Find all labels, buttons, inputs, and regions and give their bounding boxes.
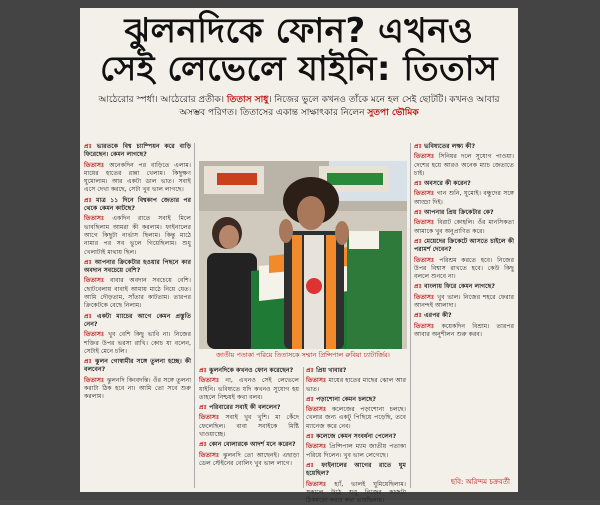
question-label: প্রঃ [306,433,317,441]
question-label: প্রঃ [84,143,97,150]
column-4 [414,143,514,488]
question-label: প্রঃ [414,312,425,320]
answer [414,257,514,282]
intro-paragraph [80,88,518,120]
answer-label: তিতাসঃ [84,161,110,169]
answer-text: খুব বেশি কিছু ভাবি না। নিজের শক্তির উপর ভরসা রাখি। কোচ যা বলেন, সেটাই মেনে চলি। [84,331,191,355]
question [306,462,406,479]
headline-line-2: সেই লেভেলে যাইনি: তিতাস [100,49,498,89]
question [414,180,514,188]
answer-label: তিতাসঃ [306,406,332,414]
question [199,404,299,412]
question-label: প্রঃ [306,395,317,403]
answer [84,377,191,402]
answer-label: তিতাসঃ [84,331,109,339]
answer-text: সিনিয়র দলে সুযোগ পাওয়া। দেশের হয়ে আরও অনেক ম্যাচ জেতাতে চাই। [414,153,514,177]
intro-name: তিতাস সাধু [226,95,269,105]
answer-label: তিতাসঃ [414,293,438,301]
answer [84,215,191,256]
question-label: প্রঃ [84,358,95,366]
question-label: প্রঃ [306,367,317,374]
answer-text: গান শুনি, ঘুমোই। বন্ধুদের সঙ্গে আড্ডা দিই। [414,190,514,206]
answer-text: ঝুলনদি কিংবদন্তি। ওঁর সঙ্গে তুলনা করাটা ঠিক হবে না। আমি তো সবে শুরু করলাম। [84,376,191,401]
photo [199,161,407,349]
answer [84,162,191,195]
answer [199,414,299,439]
question-label: প্রঃ [199,404,210,412]
question [84,313,191,330]
question-text: প্রিয় খাবার? [316,367,347,374]
answer-text: কয়েকদিন বিশ্রাম। তারপর আবার অনুশীলন শুরু করব। [414,322,514,338]
column-2 [199,367,299,488]
question [84,197,191,214]
question-text: আপনার ক্রিকেটার হওয়ার পিছনে কার অবদান সবচেয়ে বেশি? [84,258,191,275]
question [199,367,299,375]
answer-label: তিতাসঃ [84,277,110,285]
question-text: ভবিষ্যতের লক্ষ্য কী? [424,143,476,150]
answer-text: কলেজের পড়াশোনা চলছে। খেলার জন্য একটু পিছিয়ে পড়েছি, তবে ম্যানেজ করে নেব। [306,406,406,430]
answer-label: তিতাসঃ [84,215,113,223]
question-label: প্রঃ [414,180,425,188]
photo-caption: জাতীয় পতাকা পরিয়ে তিতাসকে সম্মান প্রিন্সিপাল রুবিয়া চ্যাটার্জির। [216,351,390,359]
headline-line-1: ঝুলনদিকে ফোন? এখনও [124,11,474,51]
column-3 [306,367,407,505]
article-columns [84,143,514,505]
answer [306,481,406,505]
answer [84,277,191,310]
answer-label: তিতাসঃ [414,256,440,264]
answer-label: তিতাসঃ [306,377,329,385]
answer-label: তিতাসঃ [199,414,226,422]
question-label: প্রঃ [84,258,95,266]
question-label: প্রঃ [414,209,425,217]
answer [414,294,514,311]
question-text: এরপর কী? [424,312,452,320]
question [84,259,191,276]
photo-illustration [199,161,407,349]
answer [306,377,406,394]
question [414,209,514,217]
question [306,433,406,441]
answer [414,190,514,207]
question-text: কোন বোলারকে আদর্শ মনে করেন? [209,441,296,449]
answer [414,153,514,178]
question-label: প্রঃ [414,237,425,245]
byline-author: সুতপা ভৌমিক [367,108,419,118]
question [199,441,299,449]
question-text: পরিবারের সবাই কী বললেন? [209,404,281,412]
answer [414,219,514,236]
question [84,358,191,375]
answer-label: তিতাসঃ [84,376,107,384]
answer [84,331,191,356]
question-text: পড়াশোনা কেমন চলছে? [316,395,376,403]
intro-text-1: আঠেরোর স্পর্ধা। আঠেরোর প্রতীক। [98,95,224,105]
question [414,312,514,320]
answer-label: তিতাসঃ [414,219,438,227]
column-rule [303,367,304,488]
answer-label: তিতাসঃ [199,451,223,459]
question-text: মেয়েদের ক্রিকেটে আসতে চাইলে কী পরামর্শ দেবেন? [414,237,514,254]
question-text: অবসরে কী করেন? [424,180,471,188]
column-1 [84,143,191,488]
question [306,396,406,404]
question [306,367,406,375]
answer-text: বাবার অবদান সবচেয়ে বেশি। ছোটবেলায় বাবাই আমায় মাঠে নিয়ে যেত। আমি দৌড়তাম, সাঁতার কাটতাম। তারপর ক্রিকেটকে বেছে নিলাম। [84,277,191,310]
question [414,143,514,151]
answer [199,452,299,469]
answer-label: তিতাসঃ [199,377,226,385]
answer-label: তিতাসঃ [414,190,437,198]
question-label: প্রঃ [414,143,425,150]
question [414,283,514,291]
question-label: প্রঃ [199,441,210,449]
headline [80,12,518,88]
column-rule [194,143,195,488]
column-rule [410,143,411,488]
question-label: প্রঃ [84,196,97,204]
question [414,238,514,255]
answer-label: তিতাসঃ [414,322,442,330]
answer-text: পরিশ্রম করতে হবে। নিজের উপর বিশ্বাস রাখতে হবে। কেউ কিছু বললে শুনবে না। [414,256,514,281]
answer-text: বিরাট কোহলি। ওঁর মানসিকতা আমাকে খুব অনুপ্রাণিত করে। [414,219,514,235]
question [84,143,191,160]
question-text: বাংলায় ফিরে কেমন লাগছে? [424,283,495,291]
newspaper-page [80,8,518,505]
answer-label: তিতাসঃ [306,480,335,488]
answer-text: সবাই খুব খুশি। মা কেঁদে ফেলেছিল। বাবা সবাইকে মিষ্টি খাওয়াচ্ছে। [199,414,300,439]
photo-credit: ছবি: অরিন্দম চক্রবর্তী [450,478,510,486]
question-text: ঝুলনদিকে কখনও ফোন করেছেন? [209,367,294,374]
answer-text: একদিন রাতে সবাই মিলে ভাবছিলাম আমরা কী করলাম। ফাইনালের আগে কিছুটা নার্ভাস ছিলাম। কিন্তু মাঠে নামার পর সব ভুলে গিয়েছিলাম। শুধু খেলাটাই মাথায় ছিল। [84,215,192,256]
answer-text: অনেকদিন পর বাড়িতে এলাম। মায়ের হাতের রান্না খেলাম। কিছুক্ষণ ঘুমোলাম। আর একটা ডাল ভাত। সবাই এসে দেখা করছে, সেটা খুব ভাল লাগছে। [84,161,192,194]
answer-label: তিতাসঃ [414,153,439,161]
answer-text: মায়ের হাতের মাছের ঝোল আর ভাত। [306,377,406,393]
question-label: প্রঃ [414,283,425,291]
question-text: ফাইনালের আগের রাতে ঘুম হয়েছিল? [306,461,406,478]
answer-text: হ্যাঁ, ভালই ঘুমিয়েছিলাম। সকালে উঠে শুধু নিজের কাজটা ঠিকমতো করার কথা ভাবছিলাম। [306,480,406,505]
answer-text: প্রিন্সিপাল ম্যাম জাতীয় পতাকা পরিয়ে দিলেন। খুব ভাল লেগেছে। [306,443,407,459]
answer [306,443,406,460]
answer-text: ঝুলনদি তো আছেনই। এছাড়া ডেল স্টেইনের বোলিং খুব ভাল লাগে। [199,451,300,467]
question-text: ভারতকে বিশ্ব চ্যাম্পিয়ন করে বাড়ি ফিরেছেন। কেমন লাগছে? [84,143,191,159]
answer [306,406,406,431]
question-text: ঝুলন গোস্বামীর সঙ্গে তুলনা হচ্ছে। কী বলবেন? [84,358,191,374]
answer [199,377,299,402]
answer-label: তিতাসঃ [306,443,330,451]
question-text: কলেজে কেমন সংবর্ধনা পেলেন? [316,433,397,441]
question-text: মাত্র ১১ দিনে বিশ্বকাপ জেতার পর থেকে কেমন কাটছে? [84,196,191,213]
question-text: আপনার প্রিয় ক্রিকেটার কে? [424,209,494,217]
question-label: প্রঃ [306,461,322,469]
question-text: একটা ম্যাচের আগে কেমন প্রস্তুতি নেন? [84,312,191,328]
answer [414,323,514,340]
question-label: প্রঃ [84,312,97,320]
answer-text: খুব ভাল। নিজের শহরে ফেরার আনন্দই আলাদা। [414,293,514,310]
answer-text: না, এখনও সেই লেভেলে যাইনি। ভবিষ্যতে যদি কখনও সুযোগ হয় তাহলে নিশ্চয়ই কথা বলব। [199,377,299,401]
question-label: প্রঃ [199,367,210,374]
intro-text-2: । নিজের ভুলে কখনও তাঁকে মনে হল সেই ছোটটি। কখনও আবার অসম্ভব পরিণত। তিতাসের একান্ত সাক্ষাৎকার নিলেন [179,95,500,118]
